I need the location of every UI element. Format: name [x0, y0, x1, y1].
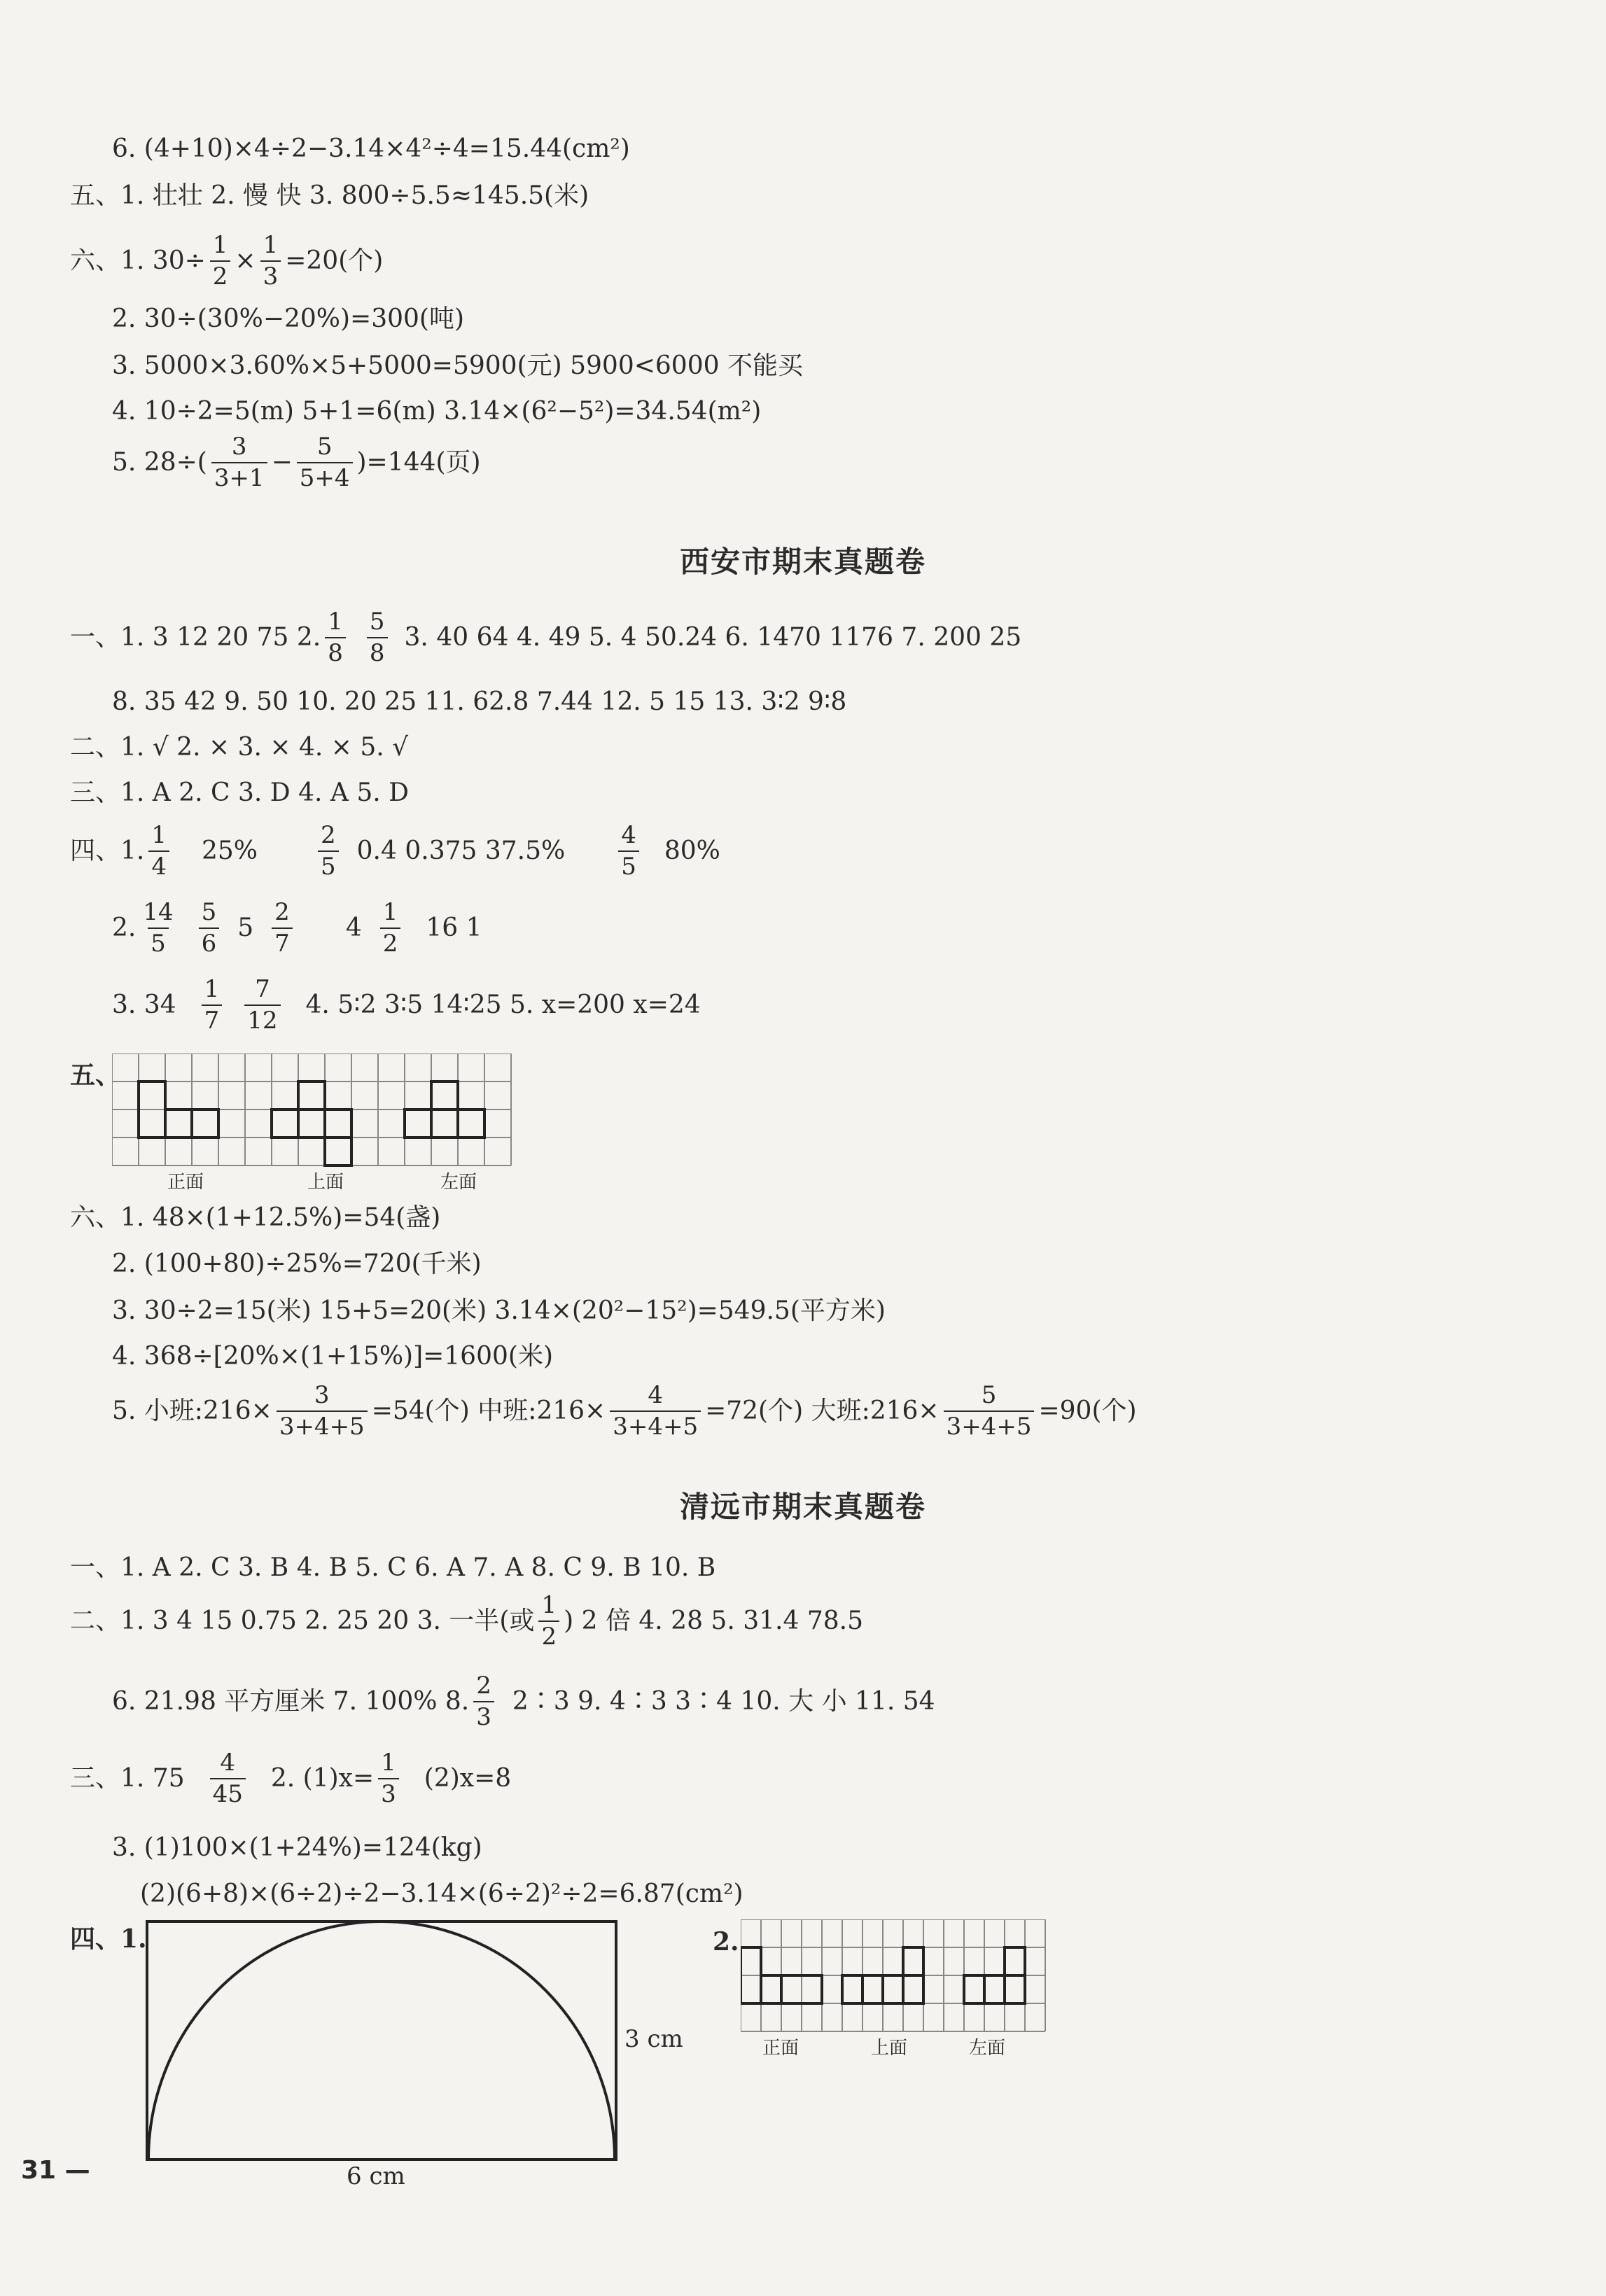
fraction: $\frac{1}{3}$: [260, 232, 281, 290]
section-title-xian: 西安市期末真题卷: [679, 545, 926, 579]
line-liu4: 4. 10÷2=5(m) 5+1=6(m) 3.14×(6²−5²)=34.54(m²): [112, 397, 762, 426]
line-liu1: 六、1. 30÷ $\frac{1}{2}$ × $\frac{1}{3}$ =20(个): [70, 231, 384, 291]
fraction: $\frac{2}{5}$: [318, 822, 339, 881]
grid2-label-front: 正面: [762, 2038, 799, 2059]
three-view-grid: [112, 1054, 532, 1172]
fraction: $\frac{4}{5}$: [618, 822, 639, 881]
fraction: $\frac{7}{12}$: [244, 976, 280, 1035]
fraction: $\frac{5}{6}$: [199, 899, 220, 958]
line-liu3: 3. 5000×3.60%×5+5000=5900(元) 5900<6000 不能买: [112, 351, 803, 380]
grid-label-front: 正面: [167, 1172, 204, 1193]
fraction: $\frac{3}{3+1}$: [211, 434, 267, 492]
line-xian-si3: 3. 34 $\frac{1}{7}$ $\frac{7}{12}$ 4. 5∶2 3∶5 14∶25 5. x=200 x=24: [112, 975, 701, 1035]
line-xian-yi1: 一、1. 3 12 20 75 2. $\frac{1}{8}$ $\frac{5}{8}$ 3. 40 64 4. 49 5. 4 50.24 6. 1470 1176 7. 200 25: [70, 608, 1022, 668]
fraction: $\frac{1}{2}$: [380, 899, 401, 958]
fraction: $\frac{3}{3+4+5}$: [277, 1382, 368, 1441]
line-xian-san: 三、1. A 2. C 3. D 4. A 5. D: [70, 778, 409, 807]
fraction: $\frac{5}{5+4}$: [297, 434, 353, 492]
fraction: $\frac{5}{3+4+5}$: [944, 1382, 1035, 1441]
fraction: $\frac{2}{3}$: [473, 1673, 494, 1731]
fraction: $\frac{14}{5}$: [143, 898, 174, 958]
line-wu: 五、1. 壮壮 2. 慢 快 3. 800÷5.5≈145.5(米): [70, 181, 589, 210]
grid2-label-left: 左面: [968, 2038, 1005, 2059]
page-number: 31 —: [21, 2156, 90, 2185]
line-qy-er6: 6. 21.98 平方厘米 7. 100% 8. $\frac{2}{3}$ 2∶3 9. 4∶3 3∶4 10. 大 小 11. 54: [112, 1672, 935, 1732]
line-qy-san3b: (2)(6+8)×(6÷2)÷2−3.14×(6÷2)²÷2=6.87(cm²): [140, 1879, 743, 1908]
fraction: $\frac{1}{8}$: [325, 609, 346, 667]
line-xian-liu1: 六、1. 48×(1+12.5%)=54(盏): [70, 1203, 441, 1232]
semicircle-diagram: [140, 1914, 630, 2174]
line-liu2: 2. 30÷(30%−20%)=300(吨): [112, 304, 465, 333]
line-qy-san1: 三、1. 75 $\frac{4}{45}$ 2. (1)x= $\frac{1}{3}$ (2)x=8: [70, 1749, 512, 1809]
line-xian-si2: 2. $\frac{14}{5}$ $\frac{5}{6}$ 5 $\frac{2}{7}$ 4 $\frac{1}{2}$ 16 1: [112, 898, 482, 958]
section-title-qingyuan: 清远市期末真题卷: [679, 1490, 926, 1524]
line-qy-san3: 3. (1)100×(1+24%)=124(kg): [112, 1833, 482, 1862]
grid-label-top: 上面: [307, 1172, 344, 1193]
line-qy-si2-label: 2.: [713, 1927, 739, 1956]
dim-height-label: 3 cm: [624, 2025, 683, 2053]
line-xian-si1: 四、1. $\frac{1}{4}$ 25% $\frac{2}{5}$ 0.4 0.375 37.5% $\frac{4}{5}$ 80%: [70, 821, 720, 881]
grid-label-left: 左面: [440, 1172, 477, 1193]
fraction: $\frac{4}{45}$: [210, 1750, 246, 1808]
fraction: $\frac{1}{7}$: [202, 976, 223, 1035]
line-xian-liu3: 3. 30÷2=15(米) 15+5=20(米) 3.14×(20²−15²)=549.5(平方米): [112, 1296, 886, 1325]
three-view-grid-2: [741, 1919, 1056, 2038]
grid2-label-top: 上面: [870, 2038, 907, 2059]
line-xian-liu2: 2. (100+80)÷25%=720(千米): [112, 1250, 482, 1278]
fraction: $\frac{1}{3}$: [378, 1750, 399, 1808]
fraction: $\frac{1}{2}$: [538, 1592, 559, 1651]
line-xian-wu-label: 五、: [70, 1060, 121, 1090]
line-xian-er: 二、1. √ 2. × 3. × 4. × 5. √: [70, 733, 409, 762]
fraction: $\frac{5}{8}$: [367, 609, 388, 667]
fraction: $\frac{1}{4}$: [148, 822, 169, 881]
fraction: $\frac{4}{3+4+5}$: [610, 1382, 701, 1441]
line-qy-er1: 二、1. 3 4 15 0.75 2. 25 20 3. 一半(或 $\frac{1}{2}$ ) 2 倍 4. 28 5. 31.4 78.5: [70, 1591, 863, 1651]
line-xian-yi8: 8. 35 42 9. 50 10. 20 25 11. 62.8 7.44 12. 5 15 13. 3∶2 9∶8: [112, 687, 847, 716]
line-qy-si-label: 四、1.: [70, 1924, 147, 1954]
line-q6: 6. (4+10)×4÷2−3.14×4²÷4=15.44(cm²): [112, 134, 630, 163]
line-qy-yi1: 一、1. A 2. C 3. B 4. B 5. C 6. A 7. A 8. C 9. B 10. B: [70, 1553, 716, 1582]
line-xian-liu5: 5. 小班:216× $\frac{3}{3+4+5}$ =54(个) 中班:216× $\frac{4}{3+4+5}$ =72(个) 大班:216× $\frac{5}{3+4+5}$ =90(个): [112, 1381, 1137, 1441]
line-xian-liu4: 4. 368÷[20%×(1+15%)]=1600(米): [112, 1342, 553, 1371]
dim-width-label: 6 cm: [347, 2162, 405, 2190]
fraction: $\frac{2}{7}$: [272, 899, 293, 958]
line-liu5: 5. 28÷( $\frac{3}{3+1}$ − $\frac{5}{5+4}$ )=144(页): [112, 433, 481, 493]
fraction: $\frac{1}{2}$: [210, 232, 231, 290]
